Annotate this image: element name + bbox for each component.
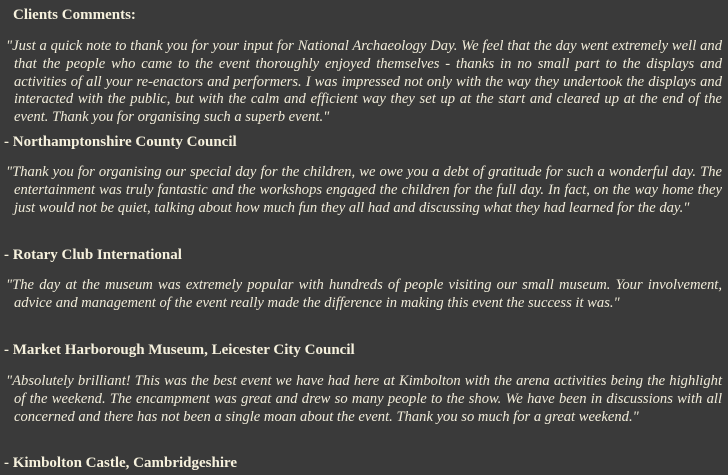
testimonial-attribution: - Kimbolton Castle, Cambridgeshire <box>4 455 238 471</box>
testimonial-attribution: - Market Harborough Museum, Leicester City Council <box>4 342 355 358</box>
testimonial-quote: "Absolutely brilliant! This was the best event we have had here at Kimbolton with the arena activities being the highlight of the weekend. The encampment was great and drew so many people to the show. We have been in discussions with all concerned and there has not been a single moan about the event. Thank you so much for a great weekend." <box>6 373 722 425</box>
testimonial-attribution: - Rotary Club International <box>4 247 182 263</box>
page-title: Clients Comments: <box>13 7 136 23</box>
testimonial-quote: "Thank you for organising our special day for the children, we owe you a debt of gratitude for such a wonderful day. The entertainment was truly fantastic and the workshops engaged the children for the full day. In fact, on the way home they just would not be quiet, talking about how much fun they all had and discussing what they had learned for the day." <box>6 164 722 216</box>
testimonial-quote: "The day at the museum was extremely popular with hundreds of people visiting our small museum. Your involvement, advice and management of the event really made the difference in making this event the success it was." <box>6 277 722 311</box>
testimonial-quote: "Just a quick note to thank you for your input for National Archaeology Day. We feel that the day went extremely well and that the people who came to the event thoroughly enjoyed themselves - thanks in no small part to the displays and activities of all your re-enactors and performers. I was impressed not only with the way they undertook the displays and interacted with the public, but with the calm and efficient way they set up at the start and cleared up at the end of the event. Thank you for organising such a superb event." <box>6 38 722 126</box>
testimonial-attribution: - Northamptonshire County Council <box>4 134 237 150</box>
